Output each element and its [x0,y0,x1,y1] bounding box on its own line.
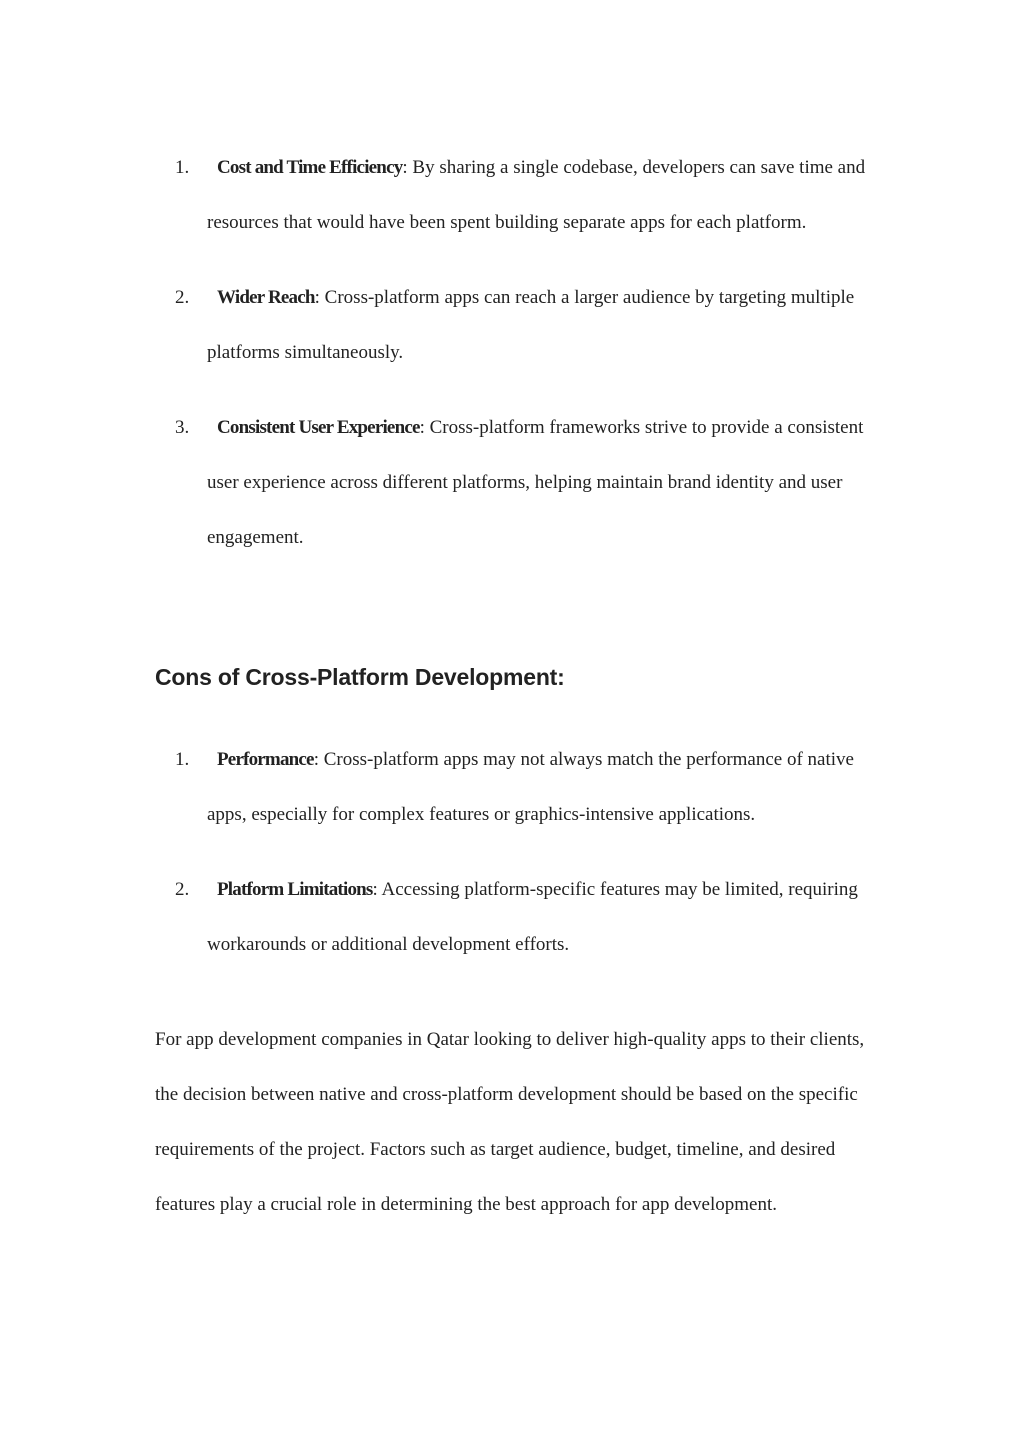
list-number: 1. [175,749,190,770]
list-item-term: Cost and Time Efficiency [217,157,403,178]
list-number: 3. [175,417,190,438]
list-number: 2. [175,879,190,900]
list-item-text: : Cross-platform frameworks strive to provide a consistent user experience across different platforms, helping maintain brand identity and user engagement. [207,417,864,548]
pros-list [0,140,867,565]
conclusion-paragraph: For app development companies in Qatar looking to deliver high-quality apps to their clients, the decision between native and cross-platform development should be based on the specific requirements of the project. Factors such as target audience, budget, timeline, and desired features play a crucial role in determining the best approach for app development. [155,1029,865,1215]
section-heading: Cons of Cross-Platform Development: [155,664,565,690]
list-item [0,140,867,250]
list-item-term: Platform Limitations [217,879,373,900]
list-number: 1. [175,157,190,178]
list-item-text: : By sharing a single codebase, developers can save time and resources that would have been spent building separate apps for each platform. [207,157,866,233]
list-item-text: : Accessing platform-specific features may be limited, requiring workarounds or additional development efforts. [207,879,858,955]
list-number: 2. [175,287,190,308]
list-item-text: : Cross-platform apps may not always match the performance of native apps, especially for complex features or graphics-intensive applications. [207,749,854,825]
cons-list [0,732,867,972]
list-item [0,270,867,380]
list-item-text: : Cross-platform apps can reach a larger audience by targeting multiple platforms simultaneously. [207,287,855,363]
list-item-term: Consistent User Experience [217,417,420,438]
list-item [0,732,867,842]
list-item-term: Wider Reach [217,287,315,308]
list-item [0,862,867,972]
list-item [0,400,867,565]
list-item-term: Performance [217,749,314,770]
